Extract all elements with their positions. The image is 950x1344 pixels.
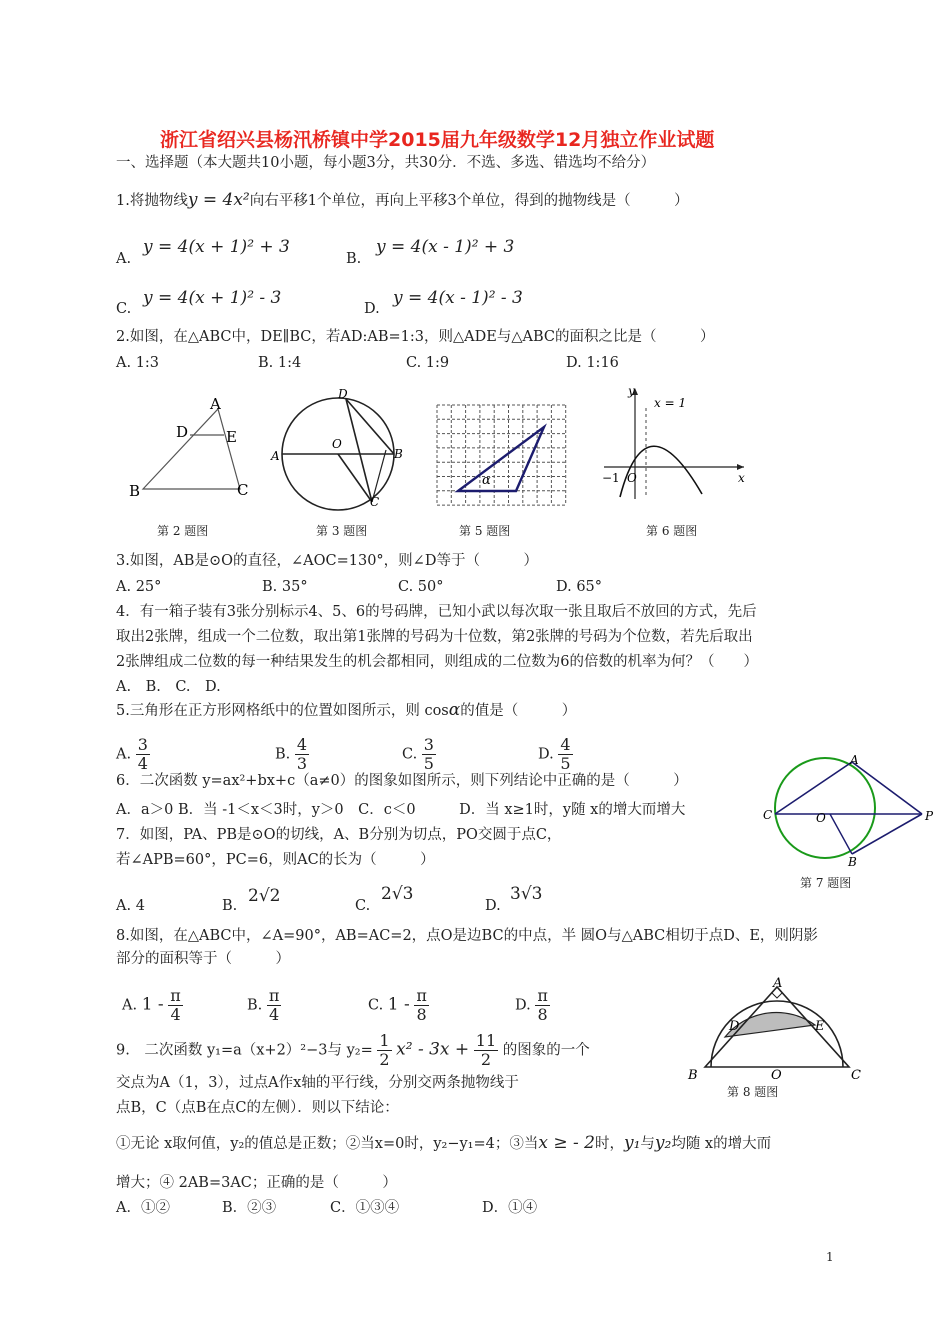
fig7-tangents xyxy=(760,752,938,870)
q1-option-b-label: B. xyxy=(346,251,362,267)
fig6-parabola xyxy=(598,382,753,502)
q7-option-b-label: B. xyxy=(222,898,238,914)
q7-option-c-label: C. xyxy=(355,898,371,914)
fig2-label-a: A xyxy=(210,395,221,413)
q8-option-a: A. 1 - $\frac{\pi}{4}$ xyxy=(122,986,181,1024)
q3-option-d: D. 65° xyxy=(556,579,603,595)
q5-text-after: 的值是（ ） xyxy=(460,703,577,719)
q1-stem xyxy=(116,190,689,211)
fig2-label-d: D xyxy=(176,423,189,441)
q4-line2: 取出2张牌，组成一个二位数，取出第1张牌的号码为十位数，第2张牌的号码为个位数，若先后取出 xyxy=(116,629,753,645)
q5-text-before: 5.三角形在正方形网格纸中的位置如图所示，则 cos xyxy=(116,703,449,719)
q1-option-a-label: A. xyxy=(116,251,132,267)
q8-line1: 8.如图，在△ABC中，∠A=90°，AB=AC=2，点O是边BC的中点，半 圆O与△ABC相切于点D、E，则阴影 xyxy=(116,928,818,944)
q6-stem: 6．二次函数 y=ax²+bx+c（a≠0）的图象如图所示，则下列结论中正确的是（ ） xyxy=(116,773,688,789)
q9-line2: 交点为A（1，3），过点A作x轴的平行线，分别交两条抛物线于 xyxy=(116,1075,519,1091)
q4-options: A. B. C. D. xyxy=(116,679,221,695)
fig6-caption: 第 6 题图 xyxy=(646,524,698,538)
q1-option-a: y = 4(x + 1)² + 3 xyxy=(143,237,290,257)
q5-stem xyxy=(116,700,576,721)
q1-option-c-label: C. xyxy=(116,301,132,317)
q2-option-a: A. 1:3 xyxy=(116,355,160,371)
q9-option-b: B．②③ xyxy=(222,1200,277,1216)
q4-line1: 4．有一箱子装有3张分别标示4、5、6的号码牌，已知小武以每次取一张且取后不放回的方式，先后 xyxy=(116,604,757,620)
q5-option-c: C. $\frac{3}{5}$ xyxy=(402,735,434,773)
fig7-caption: 第 7 题图 xyxy=(800,876,852,890)
fig8-label-b: B xyxy=(688,1068,698,1083)
q9-line5: 增大；④ 2AB=3AC；正确的是（ ） xyxy=(116,1175,397,1191)
fig6-label-x1: x = 1 xyxy=(654,396,687,410)
q4-line3: 2张牌组成二位数的每一种结果发生的机会都相同，则组成的二位数为6的倍数的机率为何？（ ） xyxy=(116,654,758,670)
fig7-label-a: A xyxy=(850,753,859,767)
fig8-label-e: E xyxy=(815,1019,825,1034)
q7-option-d-label: D. xyxy=(485,898,501,914)
q5-option-b: B. $\frac{4}{3}$ xyxy=(275,735,308,773)
fig3-label-o: O xyxy=(332,437,342,451)
q9-line3: 点B，C（点B在点C的左侧）．则以下结论： xyxy=(116,1100,399,1116)
q7-option-b: 2√2 xyxy=(248,886,281,906)
fig8-label-o: O xyxy=(771,1068,782,1083)
q1-suffix: 向右平移1个单位，再向上平移3个单位，得到的抛物线是（ ） xyxy=(249,193,689,209)
fig8-semicircle xyxy=(685,975,865,1083)
fig6-label-minus1: −1 xyxy=(602,471,620,485)
q1-option-d-label: D. xyxy=(364,301,380,317)
q9-line4: ①无论 x取何值，y₂的值总是正数；②当x=0时，y₂−y₁=4；③当x ≥ - 2时，y₁与y₂均随 x的增大而 xyxy=(116,1133,772,1153)
q8-option-d: D. $\frac{\pi}{8}$ xyxy=(515,986,548,1024)
q8-option-c: C. 1 - $\frac{\pi}{8}$ xyxy=(368,986,427,1024)
q7-line2: 若∠APB=60°，PC=6，则AC的长为（ ） xyxy=(116,852,435,868)
fig7-label-p: P xyxy=(925,809,934,823)
fig8-label-d: D xyxy=(729,1019,740,1034)
fig2-caption: 第 2 题图 xyxy=(157,524,209,538)
fig6-label-y: y xyxy=(628,384,635,398)
page-title: 浙江省绍兴县杨汛桥镇中学2015届九年级数学12月独立作业试题 xyxy=(160,129,715,151)
fig6-label-x: x xyxy=(738,471,745,485)
fig2-triangle xyxy=(120,395,260,505)
fig3-label-a: A xyxy=(271,449,280,463)
q9-line1: 9. 二次函数 y₁=a（x+2）²−3与 y₂= $\frac{1}{2}$ x² - 3x + $\frac{11}{2}$ 的图象的一个 xyxy=(116,1031,590,1069)
fig3-label-d: D xyxy=(338,387,348,401)
q7-option-d: 3√3 xyxy=(510,884,543,904)
q5-option-a: A. $\frac{3}{4}$ xyxy=(116,735,148,773)
fig2-label-c: C xyxy=(237,481,249,499)
fig2-label-e: E xyxy=(226,428,237,446)
q9-option-d: D．①④ xyxy=(482,1200,538,1216)
fig8-label-a: A xyxy=(773,976,783,991)
q9-option-a: A．①② xyxy=(116,1200,170,1216)
q1-option-d: y = 4(x - 1)² - 3 xyxy=(393,288,523,308)
q3-option-c: C. 50° xyxy=(398,579,444,595)
q1-formula: y = 4x² xyxy=(187,190,250,210)
q3-stem: 3.如图，AB是⊙O的直径，∠AOC=130°，则∠D等于（ ） xyxy=(116,553,538,569)
q9-option-c: C．①③④ xyxy=(330,1200,400,1216)
q2-option-b: B. 1:4 xyxy=(258,355,302,371)
section-heading: 一、选择题（本大题共10小题，每小题3分，共30分．不选、多选、错选均不给分） xyxy=(116,155,656,171)
fig5-caption: 第 5 题图 xyxy=(459,524,511,538)
q2-option-d: D. 1:16 xyxy=(566,355,619,371)
fig5-grid xyxy=(436,404,568,512)
q1-option-b: y = 4(x - 1)² + 3 xyxy=(376,237,515,257)
q1-option-c: y = 4(x + 1)² - 3 xyxy=(143,288,282,308)
q3-option-a: A. 25° xyxy=(116,579,162,595)
fig8-caption: 第 8 题图 xyxy=(727,1085,779,1099)
fig5-label-alpha: α xyxy=(482,473,491,488)
q7-option-c: 2√3 xyxy=(381,884,414,904)
q3-option-b: B. 35° xyxy=(262,579,308,595)
q2-option-c: C. 1:9 xyxy=(406,355,450,371)
fig8-label-c: C xyxy=(851,1068,861,1083)
fig3-circle xyxy=(268,388,408,516)
q5-alpha: α xyxy=(448,700,461,720)
q8-line2: 部分的面积等于（ ） xyxy=(116,951,290,967)
fig7-label-b: B xyxy=(848,855,857,869)
fig7-label-o: O xyxy=(816,811,826,825)
q1-prefix: 1.将抛物线 xyxy=(116,193,188,209)
q7-line1: 7．如图，PA、PB是⊙O的切线，A、B分别为切点，PO交圆于点C， xyxy=(116,827,562,843)
fig2-label-b: B xyxy=(129,482,141,500)
q8-option-b: B. $\frac{\pi}{4}$ xyxy=(247,986,280,1024)
fig3-label-b: B xyxy=(394,447,403,461)
q2-stem: 2.如图，在△ABC中，DE∥BC，若AD:AB=1:3，则△ADE与△ABC的面积之比是（ ） xyxy=(116,329,715,345)
fig7-label-c: C xyxy=(763,808,773,822)
fig6-label-o: O xyxy=(627,471,637,485)
fig3-label-c: C xyxy=(370,495,380,509)
q5-option-d: D. $\frac{4}{5}$ xyxy=(538,735,571,773)
page-number: 1 xyxy=(826,1250,834,1264)
q7-option-a: A. 4 xyxy=(116,898,145,914)
q6-options: A．a＞0 B．当 -1＜x＜3时，y＞0 C．c＜0 D．当 x≥1时，y随 x的增大而增大 xyxy=(116,802,686,818)
fig3-caption: 第 3 题图 xyxy=(316,524,368,538)
